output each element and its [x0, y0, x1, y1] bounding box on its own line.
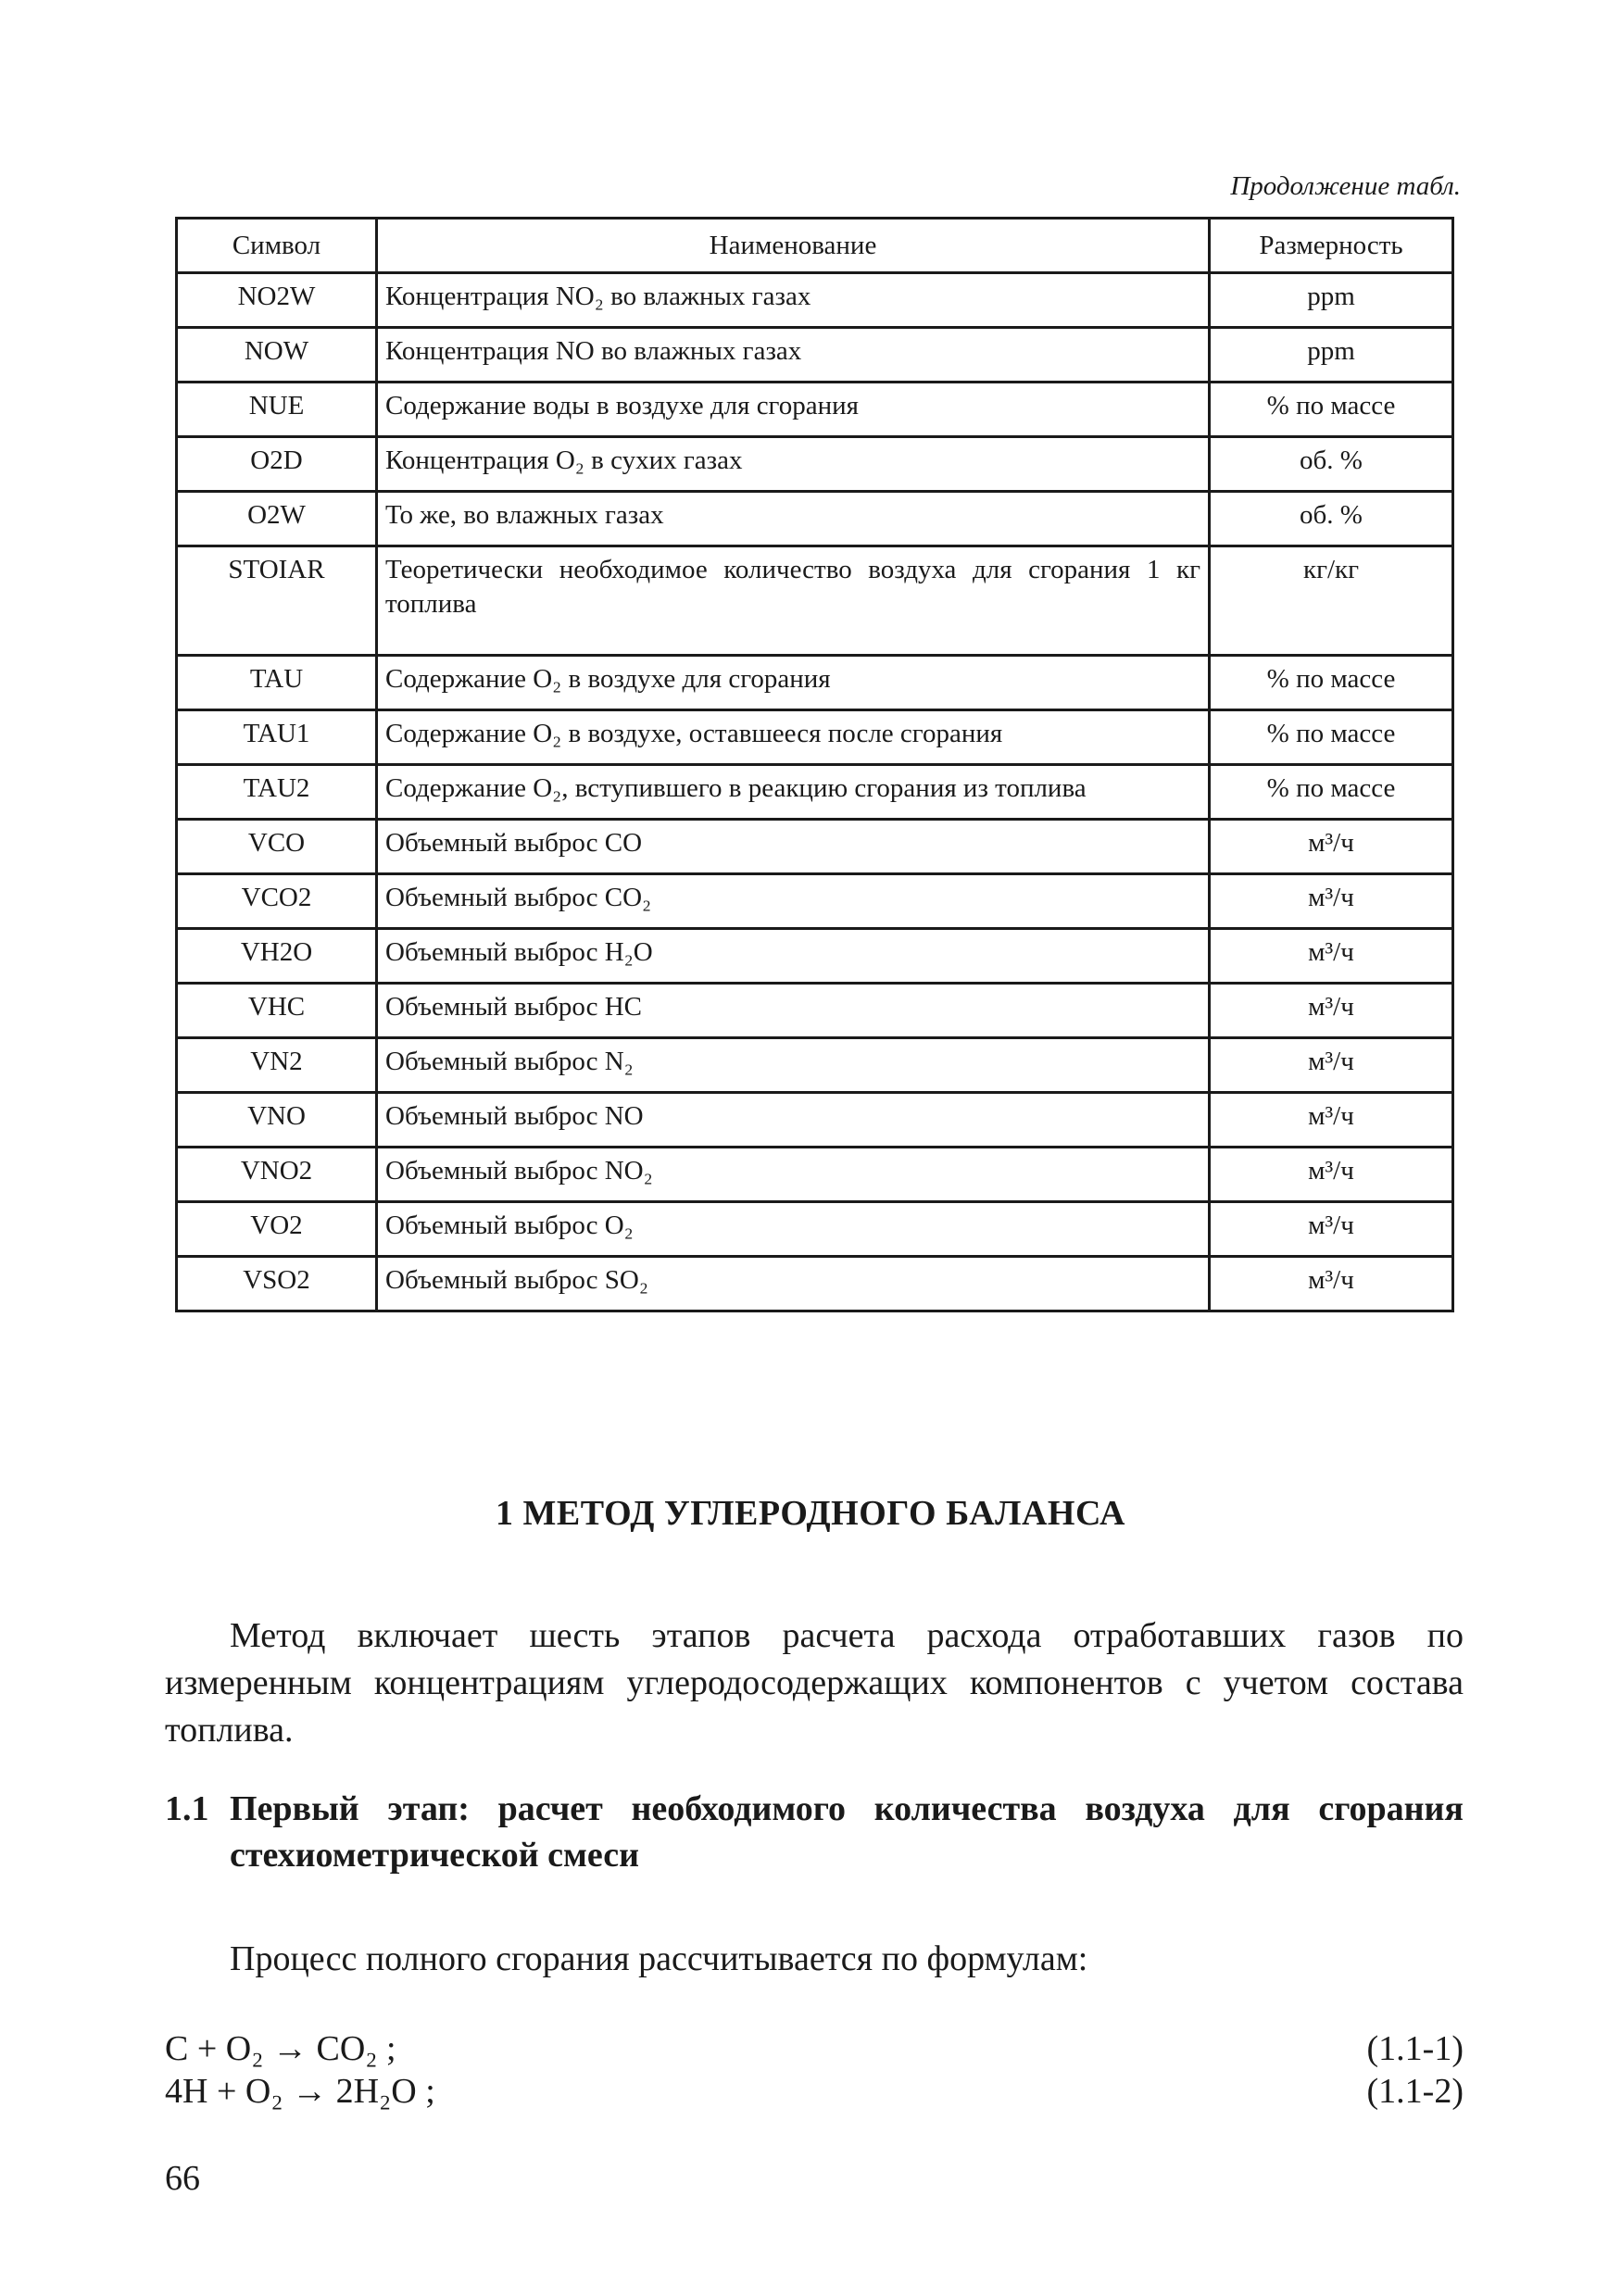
subsection-number: 1.1 — [165, 1789, 209, 1828]
cell-symbol: STOIAR — [177, 546, 377, 656]
cell-symbol: TAU2 — [177, 765, 377, 820]
table-row — [177, 383, 1453, 437]
cell-name: Объемный выброс CO₂ — [377, 874, 1210, 929]
cell-name: Объемный выброс O₂ — [377, 1202, 1210, 1257]
table-row — [177, 820, 1453, 874]
cell-unit: ppm — [1210, 273, 1453, 328]
cell-unit: м³/ч — [1210, 1257, 1453, 1311]
cell-name: То же, во влажных газах — [377, 492, 1210, 546]
cell-symbol: O2D — [177, 437, 377, 492]
page-number: 66 — [165, 2159, 200, 2198]
formula-expression: 4H + O₂ → 2H₂O ; — [165, 2072, 435, 2111]
cell-symbol: TAU — [177, 656, 377, 710]
cell-symbol: VCO2 — [177, 874, 377, 929]
formula-row — [165, 2071, 1464, 2117]
cell-name: Объемный выброс H₂O — [377, 929, 1210, 984]
table-row — [177, 656, 1453, 710]
cell-symbol: VCO — [177, 820, 377, 874]
cell-unit: м³/ч — [1210, 1093, 1453, 1148]
intro-paragraph: Метод включает шесть этапов расчета расхода отработавших газов по измеренным концентрациям углеродосодержащих компонентов с учетом состава топлива. — [165, 1616, 1464, 1750]
cell-symbol: VSO2 — [177, 1257, 377, 1311]
cell-symbol: NOW — [177, 328, 377, 383]
table-row — [177, 1038, 1453, 1093]
table-row — [177, 328, 1453, 383]
cell-symbol: O2W — [177, 492, 377, 546]
table-row — [177, 874, 1453, 929]
table-row — [177, 1148, 1453, 1202]
table-row — [177, 984, 1453, 1038]
cell-unit: % по массе — [1210, 383, 1453, 437]
cell-unit: м³/ч — [1210, 1038, 1453, 1093]
cell-symbol: VNO2 — [177, 1148, 377, 1202]
section-title: 1 МЕТОД УГЛЕРОДНОГО БАЛАНСА — [496, 1494, 1125, 1533]
cell-unit: м³/ч — [1210, 984, 1453, 1038]
table-row — [177, 273, 1453, 328]
table-row — [177, 1202, 1453, 1257]
subsection-title: Первый этап: расчет необходимого количества воздуха для сгорания стехиометрической смеси — [230, 1789, 1464, 1875]
table-row — [177, 1257, 1453, 1311]
cell-symbol: VNO — [177, 1093, 377, 1148]
table-header-row — [177, 219, 1453, 273]
cell-name: Содержание воды в воздухе для сгорания — [377, 383, 1210, 437]
table-row — [177, 546, 1453, 656]
cell-name: Содержание O₂, вступившего в реакцию сгорания из топлива — [377, 765, 1210, 820]
header-unit: Размерность — [1210, 219, 1453, 273]
cell-symbol: NUE — [177, 383, 377, 437]
cell-unit: об. % — [1210, 492, 1453, 546]
cell-name: Объемный выброс CO — [377, 820, 1210, 874]
cell-unit: об. % — [1210, 437, 1453, 492]
subsection-heading — [165, 1786, 1464, 1878]
cell-name: Объемный выброс HC — [377, 984, 1210, 1038]
table-row — [177, 929, 1453, 984]
cell-name: Содержание O₂ в воздухе, оставшееся после сгорания — [377, 710, 1210, 765]
cell-unit: ppm — [1210, 328, 1453, 383]
cell-name: Концентрация NO во влажных газах — [377, 328, 1210, 383]
cell-unit: % по массе — [1210, 710, 1453, 765]
cell-unit: м³/ч — [1210, 820, 1453, 874]
table-row — [177, 765, 1453, 820]
cell-name: Концентрация NO₂ во влажных газах — [377, 273, 1210, 328]
formula-expression: C + O₂ → CO₂ ; — [165, 2029, 396, 2068]
header-symbol: Символ — [177, 219, 377, 273]
cell-name: Содержание O₂ в воздухе для сгорания — [377, 656, 1210, 710]
cell-name: Объемный выброс N₂ — [377, 1038, 1210, 1093]
table-row — [177, 710, 1453, 765]
table-row — [177, 492, 1453, 546]
cell-unit: м³/ч — [1210, 1148, 1453, 1202]
symbols-table — [175, 217, 1454, 1312]
table-caption: Продолжение табл. — [1230, 171, 1461, 201]
formula-row — [165, 2028, 1464, 2075]
cell-unit: м³/ч — [1210, 929, 1453, 984]
cell-symbol: VO2 — [177, 1202, 377, 1257]
cell-symbol: VN2 — [177, 1038, 377, 1093]
cell-unit: кг/кг — [1210, 546, 1453, 656]
cell-unit: % по массе — [1210, 765, 1453, 820]
cell-unit: м³/ч — [1210, 874, 1453, 929]
cell-symbol: VHC — [177, 984, 377, 1038]
header-name: Наименование — [377, 219, 1210, 273]
formula-number: (1.1-2) — [1366, 2072, 1464, 2111]
formula-number: (1.1-1) — [1366, 2029, 1464, 2068]
cell-symbol: TAU1 — [177, 710, 377, 765]
cell-name: Объемный выброс NO — [377, 1093, 1210, 1148]
process-paragraph: Процесс полного сгорания рассчитывается по формулам: — [230, 1939, 1088, 1978]
cell-name: Объемный выброс NO₂ — [377, 1148, 1210, 1202]
table-row — [177, 1093, 1453, 1148]
cell-symbol: NO2W — [177, 273, 377, 328]
cell-symbol: VH2O — [177, 929, 377, 984]
cell-name: Теоретически необходимое количество воздуха для сгорания 1 кг топлива — [377, 546, 1210, 656]
cell-unit: м³/ч — [1210, 1202, 1453, 1257]
cell-name: Концентрация O₂ в сухих газах — [377, 437, 1210, 492]
table-row — [177, 437, 1453, 492]
cell-name: Объемный выброс SO₂ — [377, 1257, 1210, 1311]
cell-unit: % по массе — [1210, 656, 1453, 710]
